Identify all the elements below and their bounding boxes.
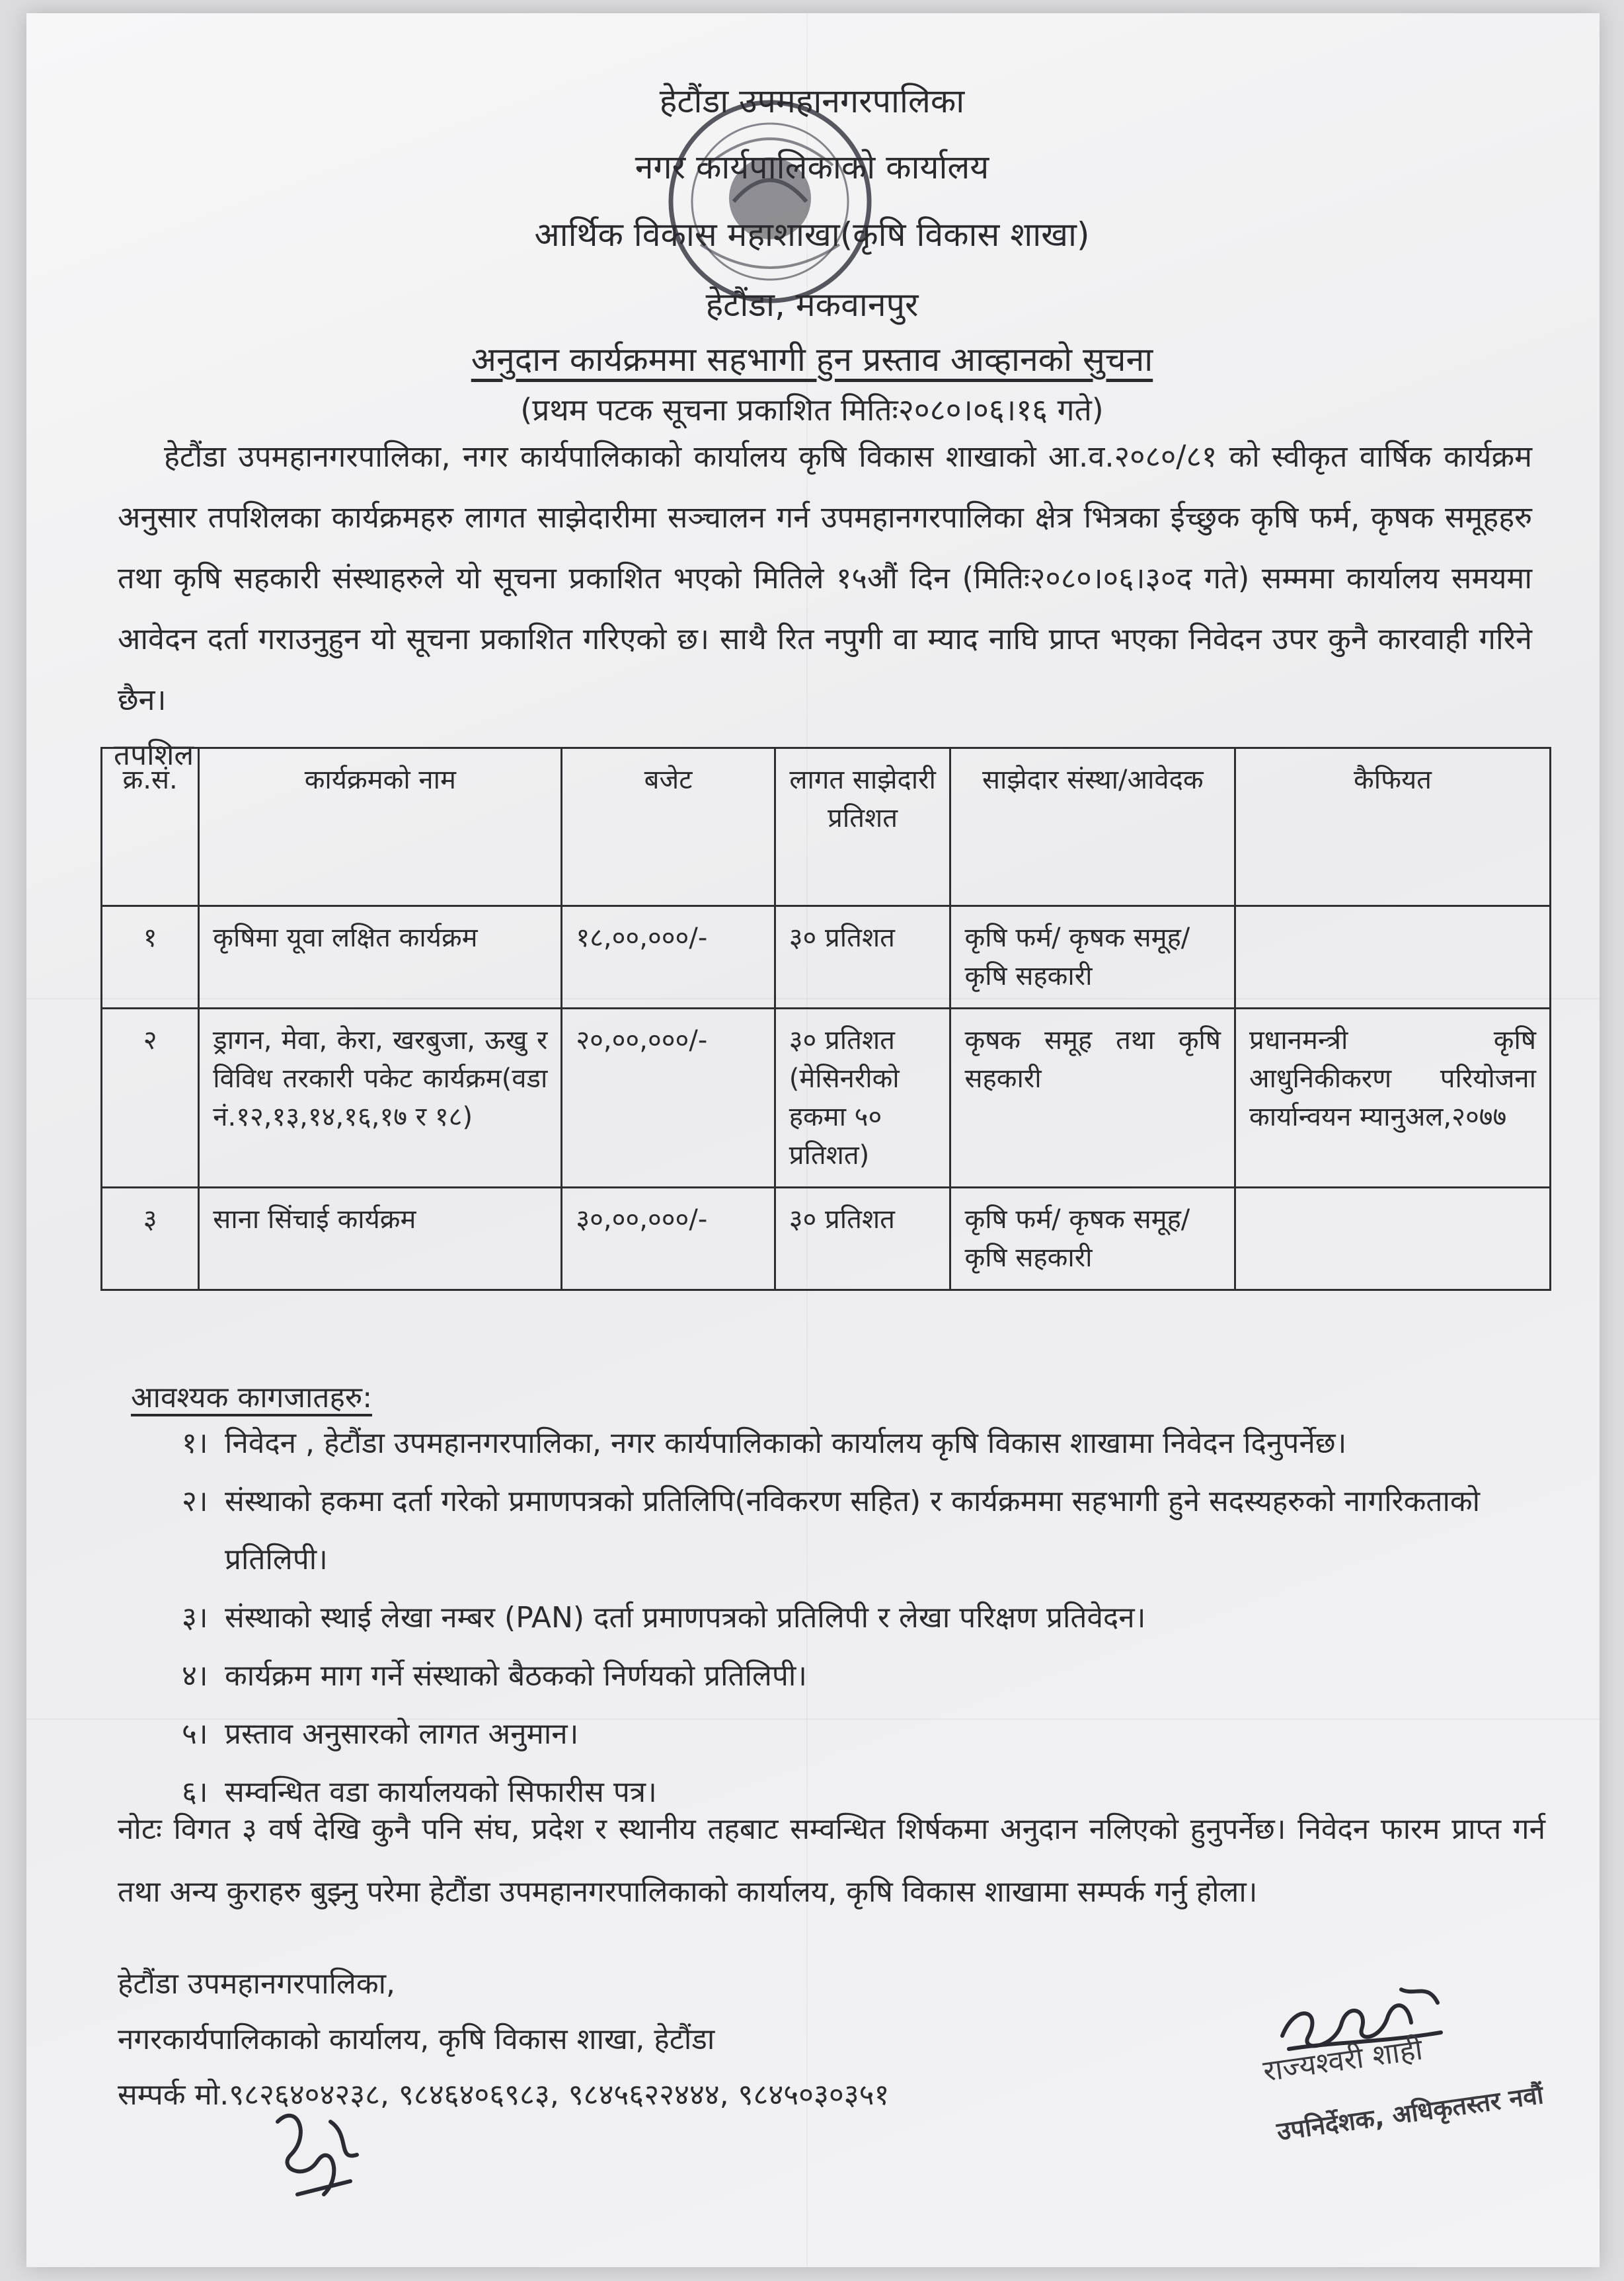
column-header: लागत साझेदारी प्रतिशत: [775, 748, 950, 906]
issuer-org: हेटौंडा उपमहानगरपालिका,: [118, 1967, 396, 2001]
table-header-row: [102, 748, 1551, 906]
row-budget: ३०,००,०००/-: [562, 1188, 775, 1290]
list-number: ३।: [182, 1601, 208, 1635]
contact-numbers: सम्पर्क मो.९८२६४०४२३८, ९८४६४०६९८३, ९८४५६२२४४४, ९८४५०३०३५१: [118, 2078, 890, 2112]
row-cost-share: ३० प्रतिशत: [775, 906, 950, 1009]
row-remarks: [1235, 906, 1551, 1009]
list-item: [182, 1705, 1537, 1763]
schedule-label: तपशिल: [114, 738, 194, 772]
row-cost-share: ३० प्रतिशत (मेसिनरीको हकमा ५० प्रतिशत): [775, 1009, 950, 1188]
notice-body: हेटौंडा उपमहानगरपालिका, नगर कार्यपालिकाको कार्यालय कृषि विकास शाखाको आ.व.२०८०/८१ को स्वीकृत वार्षिक कार्यक्रम अनुसार तपशिलका कार्यक्रमहरु लागत साझेदारीमा सञ्चालन गर्न उपमहानगरपालिका क्षेत्र भित्रका ईच्छुक कृषि फर्म, कृषक समूहहरु तथा कृषि सहकारी संस्थाहरुले यो सूचना प्रकाशित भएको मितिले १५औं दिन (मितिः२०८०।०६।३०द गते) सम्ममा कार्यालय समयमा आवेदन दर्ता गराउनुहुन यो सूचना प्रकाशित गरिएको छ। साथै रित नपुगी वा म्याद नाघि प्राप्त भएका निवेदन उपर कुनै कारवाही गरिने छैन।: [118, 439, 1532, 717]
row-partner: कृषक समूह तथा कृषि सहकारी: [950, 1009, 1235, 1188]
issuer-block: [118, 1956, 889, 2123]
list-text: निवेदन , हेटौंडा उपमहानगरपालिका, नगर कार्यपालिकाको कार्यालय कृषि विकास शाखामा निवेदन दिनुपर्नेछ।: [225, 1426, 1347, 1460]
list-text: संस्थाको स्थाई लेखा नम्बर (PAN) दर्ता प्रमाणपत्रको प्रतिलिपी र लेखा परिक्षण प्रतिवेदन।: [225, 1601, 1146, 1635]
note-paragraph: नोटः विगत ३ वर्ष देखि कुनै पनि संघ, प्रदेश र स्थानीय तहबाट सम्वन्धित शिर्षकमा अनुदान नलिएको हुनुपर्नेछ। निवेदन फारम प्राप्त गर्न तथा अन्य कुराहरु बुझ्नु परेमा हेटौंडा उपमहानगरपालिकाको कार्यालय, कृषि विकास शाखामा सम्पर्क गर्नु होला।: [118, 1812, 1545, 1909]
required-documents-title: आवश्यक कागजातहरु:: [131, 1381, 373, 1414]
column-header: कार्यक्रमको नाम: [199, 748, 562, 906]
row-remarks: [1235, 1188, 1551, 1290]
list-item: [182, 1473, 1537, 1589]
list-item: [182, 1647, 1537, 1705]
row-serial: ३: [102, 1188, 199, 1290]
row-program-name: कृषिमा यूवा लक्षित कार्यक्रम: [199, 906, 562, 1009]
list-number: ४।: [182, 1659, 208, 1693]
initials-signature: [251, 2082, 383, 2214]
row-budget: २०,००,०००/-: [562, 1009, 775, 1188]
column-header: कैफियत: [1235, 748, 1551, 906]
list-number: १।: [182, 1426, 208, 1460]
row-budget: १८,००,०००/-: [562, 906, 775, 1009]
row-cost-share: ३० प्रतिशत: [775, 1188, 950, 1290]
row-program-name: साना सिंचाई कार्यक्रम: [199, 1188, 562, 1290]
column-header: बजेट: [562, 748, 775, 906]
row-serial: २: [102, 1009, 199, 1188]
notice-title: अनुदान कार्यक्रममा सहभागी हुन प्रस्ताव आव्हानको सुचना: [471, 340, 1153, 379]
list-number: ६।: [182, 1775, 208, 1809]
table-row: [102, 1188, 1551, 1290]
notice-publish-date: (प्रथम पटक सूचना प्रकाशित मितिः२०८०।०६।१६ गते): [520, 392, 1104, 428]
row-partner: कृषि फर्म/ कृषक समूह/ कृषि सहकारी: [950, 906, 1235, 1009]
row-serial: १: [102, 906, 199, 1009]
list-number: ५।: [182, 1717, 208, 1751]
list-item: [182, 1414, 1537, 1473]
row-program-name: ड्रागन, मेवा, केरा, खरबुजा, ऊखु र विविध तरकारी पकेट कार्यक्रम(वडा नं.१२,१३,१४,१६,१७ र १८): [199, 1009, 562, 1188]
signatory-title: उपनिर्देशक, अधिकृतस्तर नवौं: [1275, 2079, 1545, 2147]
office-seal-stamp: [661, 93, 879, 311]
signatory-name: राज्यश्वरी शाही: [1260, 2032, 1425, 2089]
office-address: हेटौंडा, मकवानपुर: [705, 286, 919, 324]
row-remarks: प्रधानमन्त्री कृषि आधुनिकीकरण परियोजना कार्यान्वयन म्यानुअल,२०७७: [1235, 1009, 1551, 1188]
list-item: [182, 1589, 1537, 1647]
branch-name: आर्थिक विकास महाशाखा(कृषि विकास शाखा): [534, 215, 1090, 254]
list-text: संस्थाको हकमा दर्ता गरेको प्रमाणपत्रको प्रतिलिपि(नविकरण सहित) र कार्यक्रममा सहभागी हुने सदस्यहरुको नागरिकताको प्रतिलिपी।: [225, 1485, 1481, 1576]
column-header: क्र.सं.: [102, 748, 199, 906]
issuer-office: नगरकार्यपालिकाको कार्यालय, कृषि विकास शाखा, हेटौंडा: [118, 2023, 715, 2056]
list-text: सम्वन्धित वडा कार्यालयको सिफारीस पत्र।: [225, 1775, 657, 1809]
org-name: हेटौंडा उपमहानगरपालिका: [659, 82, 965, 120]
list-text: कार्यक्रम माग गर्ने संस्थाको बैठकको निर्णयको प्रतिलिपी।: [225, 1659, 807, 1693]
list-text: प्रस्ताव अनुसारको लागत अनुमान।: [225, 1717, 579, 1751]
required-documents-list: [182, 1414, 1537, 1822]
list-number: २।: [182, 1485, 208, 1518]
table-row: [102, 1009, 1551, 1188]
table-row: [102, 906, 1551, 1009]
office-name: नगर कार्यपालिकाको कार्यालय: [635, 148, 989, 186]
column-header: साझेदार संस्था/आवेदक: [950, 748, 1235, 906]
program-schedule-table: [100, 747, 1551, 1291]
row-partner: कृषि फर्म/ कृषक समूह/ कृषि सहकारी: [950, 1188, 1235, 1290]
